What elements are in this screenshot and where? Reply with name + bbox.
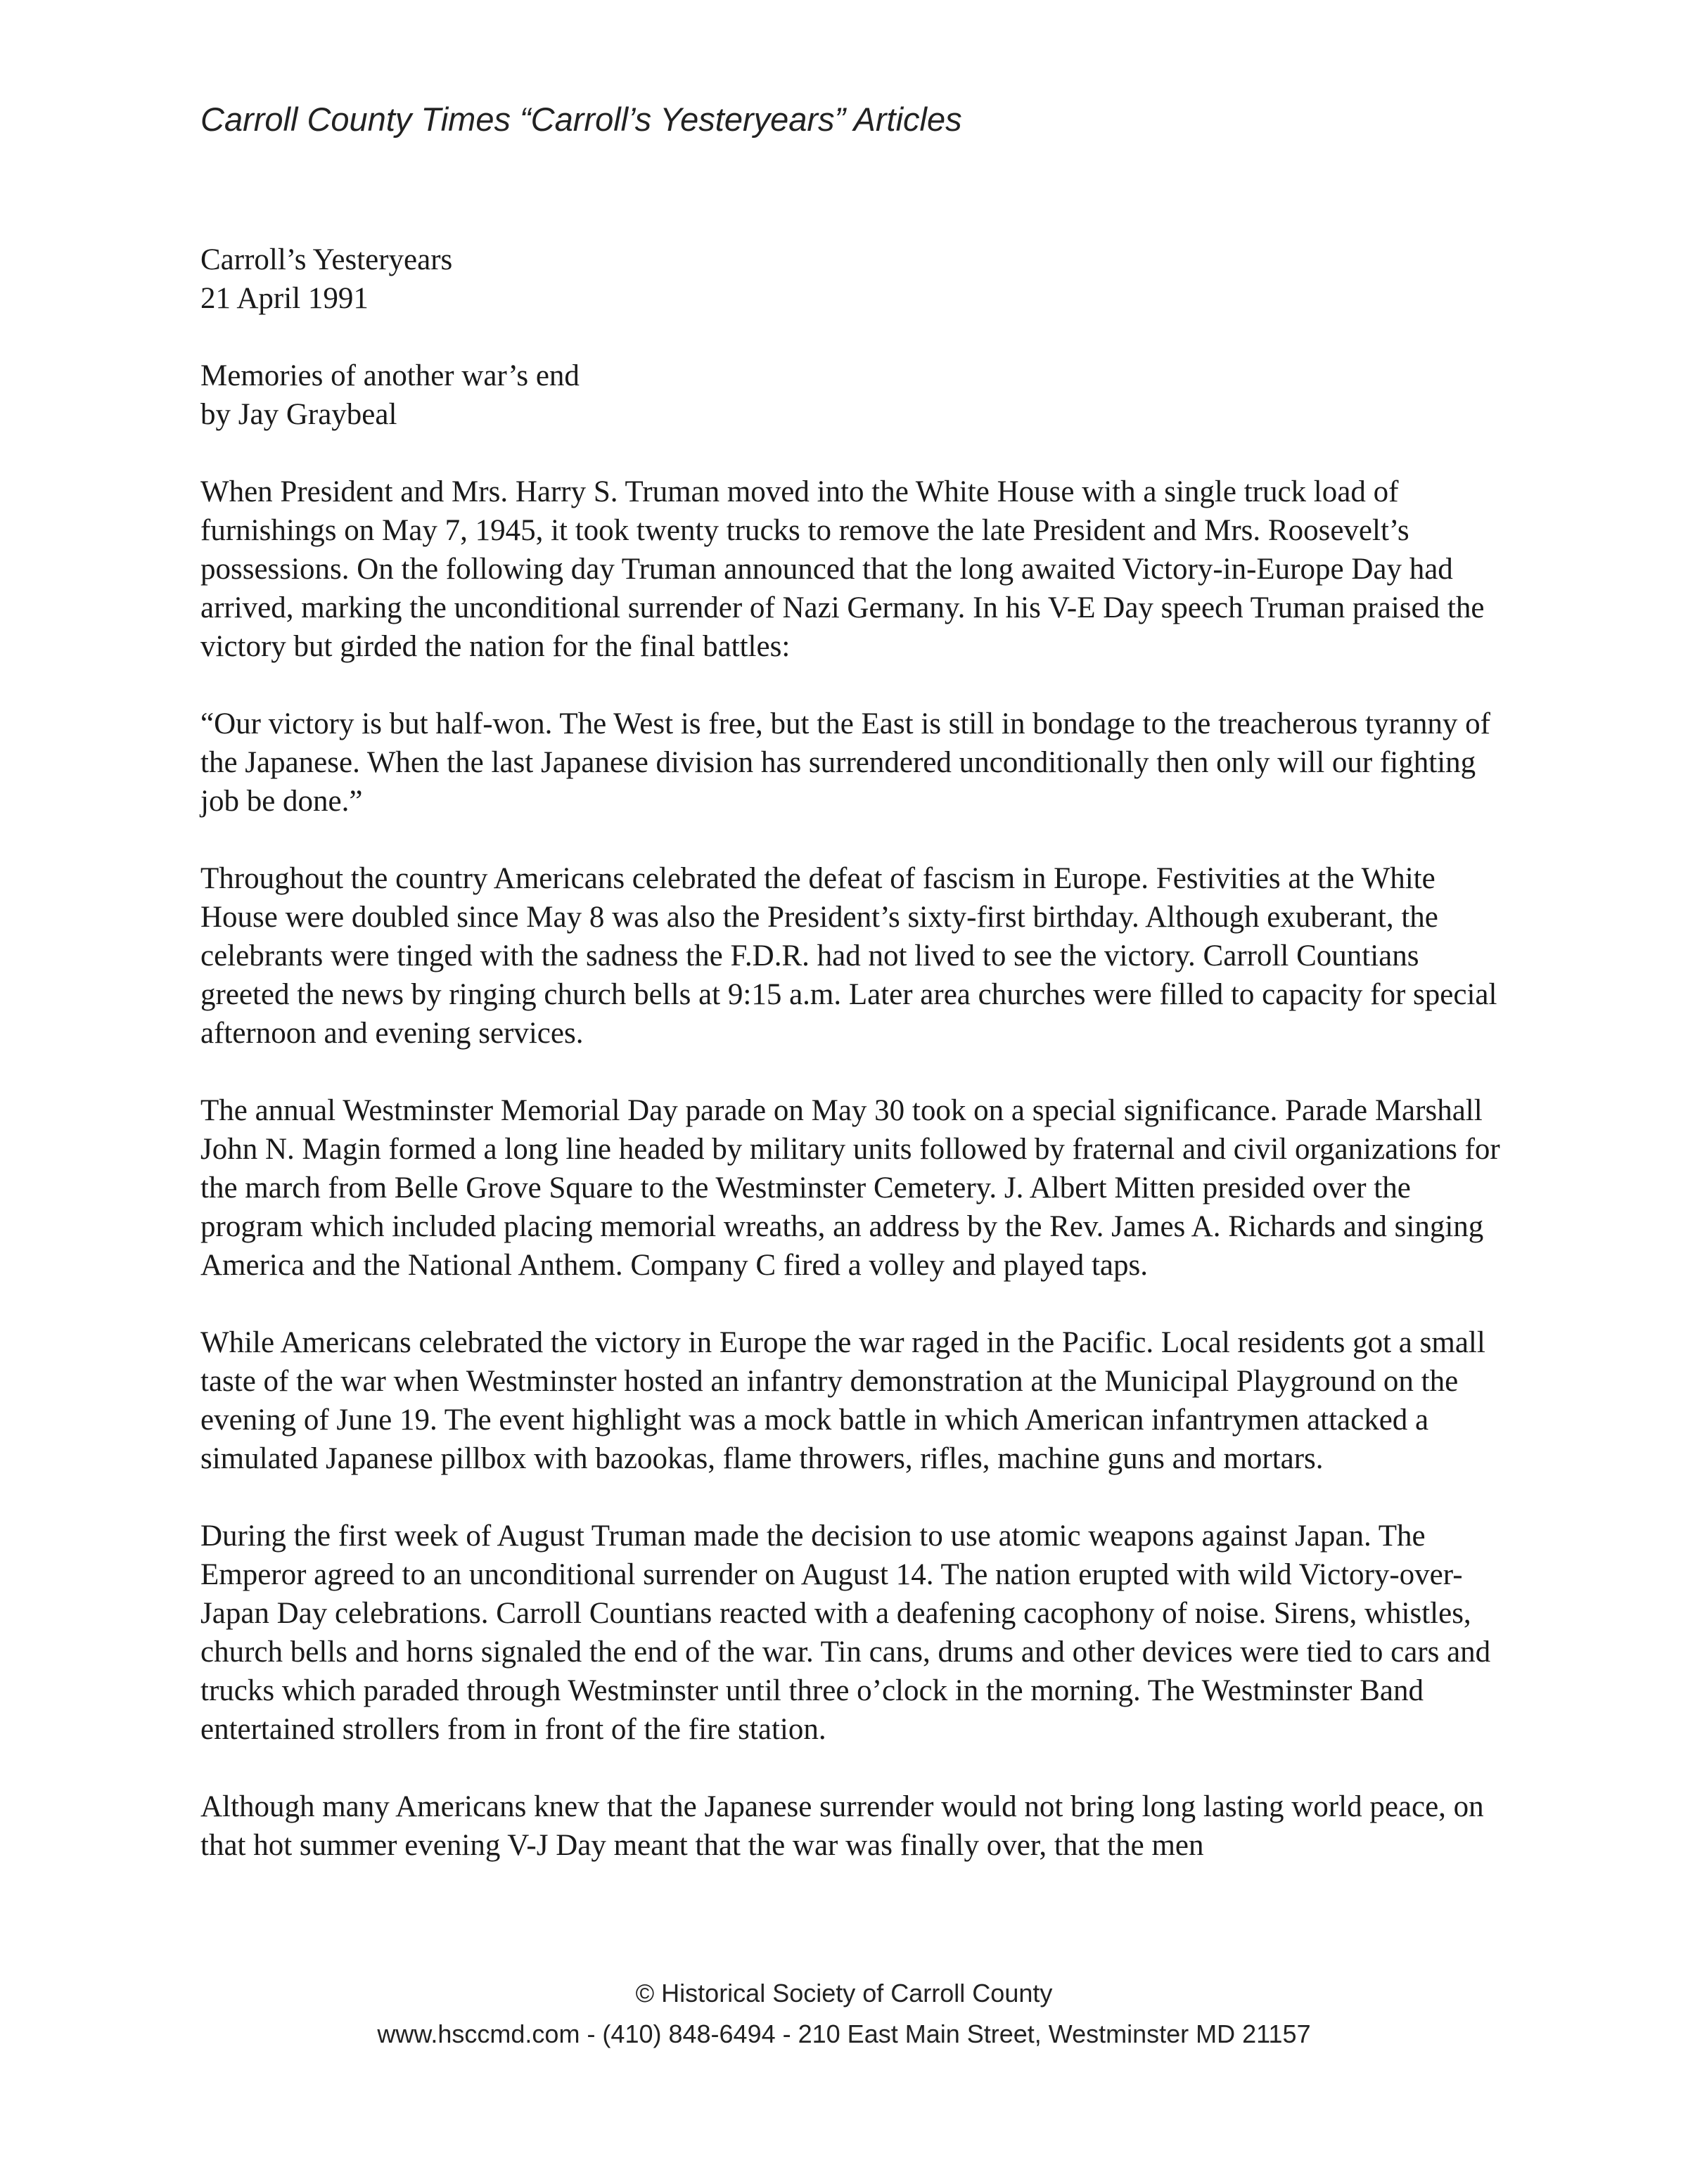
article-body [200,240,1509,1903]
paragraph: The annual Westminster Memorial Day parade on May 30 took on a special significance. Parade Marshall John N. Magin formed a long line headed by military units followed by fraternal and civil organizations for the march from Belle Grove Square to the Westminster Cemetery. J. Albert Mitten presided over the program which included placing memorial wreaths, an address by the Rev. James A. Richards and singing America and the National Anthem. Company C fired a volley and played taps. [200,1094,1500,1282]
paragraph: During the first week of August Truman made the decision to use atomic weapons against Japan. The Emperor agreed to an unconditional surrender on August 14. The nation erupted with wild Victory-over-Japan Day celebrations. Carroll Countians reacted with a deafening cacophony of noise. Sirens, whistles, church bells and horns signaled the end of the war. Tin cans, drums and other devices were tied to cars and trucks which paraded through Westminster until three o’clock in the morning. The Westminster Band entertained strollers from in front of the fire station. [200,1520,1491,1746]
paragraph: Although many Americans knew that the Japanese surrender would not bring long lasting world peace, on that hot summer evening V-J Day meant that the war was finally over, that the men [200,1790,1484,1862]
quote-paragraph: “Our victory is but half-won. The West is free, but the East is still in bondage to the treacherous tyranny of the Japanese. When the last Japanese division has surrendered unconditionally then only will our fighting job be done.” [200,707,1490,818]
paragraph: When President and Mrs. Harry S. Truman moved into the White House with a single truck load of furnishings on May 7, 1945, it took twenty trucks to remove the late President and Mrs. Roosevelt’s possessions. On the following day Truman announced that the long awaited Victory-in-Europe Day had arrived, marking the unconditional surrender of Nazi Germany. In his V-E Day speech Truman praised the victory but girded the nation for the final battles: [200,475,1485,663]
footer-copyright: © Historical Society of Carroll County [635,1979,1053,2008]
article-byline: by Jay Graybeal [200,398,397,431]
article-date: 21 April 1991 [200,282,369,315]
running-header-title: Carroll County Times “Carroll’s Yesteryears” Articles [200,101,962,138]
footer-contact: www.hsccmd.com - (410) 848-6494 - 210 East Main Street, Westminster MD 21157 [377,2019,1311,2048]
page-footer [0,1973,1688,2055]
column-name: Carroll’s Yesteryears [200,243,453,276]
article-title: Memories of another war’s end [200,359,580,392]
paragraph: Throughout the country Americans celebrated the defeat of fascism in Europe. Festivities at the White House were doubled since May 8 was also the President’s sixty-first birthday. Although exuberant, the celebrants were tinged with the sadness the F.D.R. had not lived to see the victory. Carroll Countians greeted the news by ringing church bells at 9:15 a.m. Later area churches were filled to capacity for special afternoon and evening services. [200,862,1497,1050]
paragraph: While Americans celebrated the victory in Europe the war raged in the Pacific. Local residents got a small taste of the war when Westminster hosted an infantry demonstration at the Municipal Playground on the evening of June 19. The event highlight was a mock battle in which American infantrymen attacked a simulated Japanese pillbox with bazookas, flame throwers, rifles, machine guns and mortars. [200,1326,1485,1475]
